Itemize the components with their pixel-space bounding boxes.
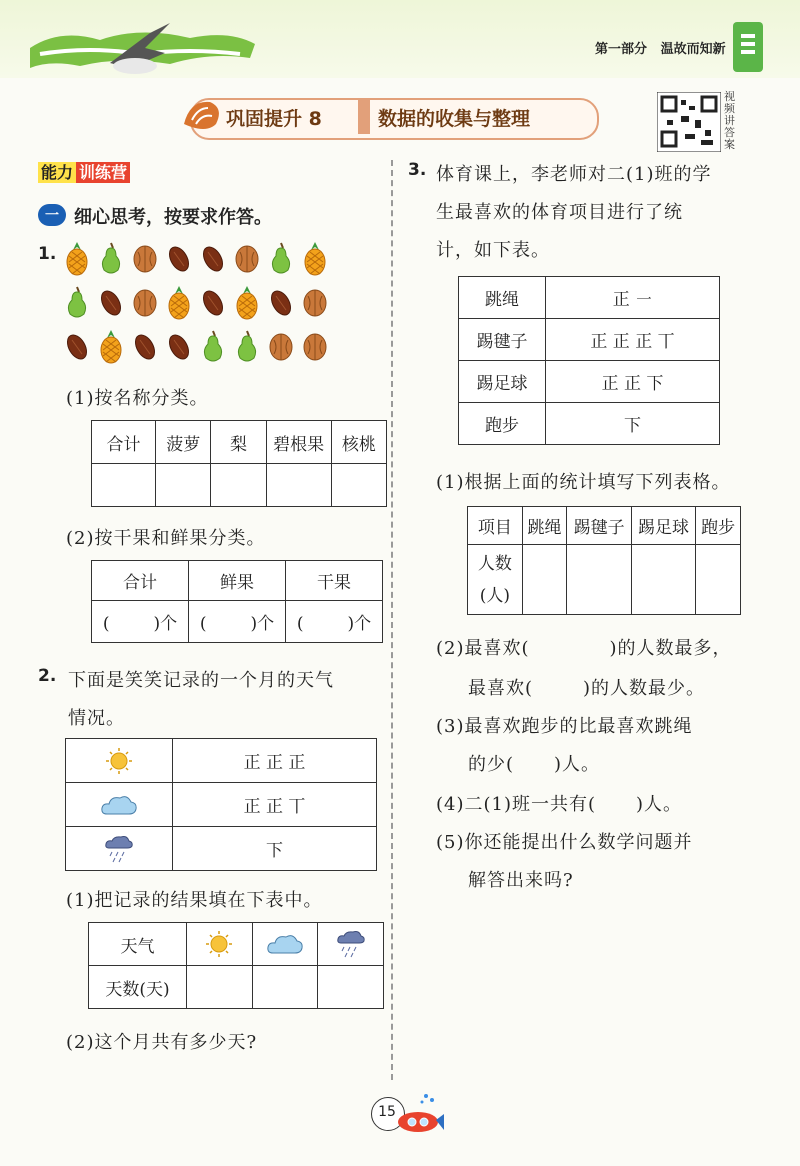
cloudy-cell [66, 783, 173, 827]
t1-h-pineapple: 菠萝 [156, 421, 211, 464]
days-label: 天数(天) [89, 966, 187, 1009]
q3-count-table [467, 506, 741, 615]
q3-line2: 生最喜欢的体育项目进行了统 [436, 202, 683, 223]
sport-tally: 正 ㇐ [546, 277, 720, 319]
rain-icon [103, 838, 135, 858]
cloud-icon [99, 794, 139, 814]
header-section: 温故而知新 [660, 42, 726, 57]
date-icon [200, 284, 226, 324]
sport-tally: 正 正 下 [546, 361, 720, 403]
t1-answer-cell[interactable] [266, 464, 331, 507]
pear-icon [98, 240, 124, 280]
sport-label: 踢毽子 [459, 319, 546, 361]
rainy-cell [66, 827, 173, 871]
header-tab [733, 22, 763, 72]
cloud-icon [265, 934, 305, 954]
days-answer-cell[interactable] [318, 966, 384, 1009]
sport-label: 跑步 [459, 403, 546, 445]
q1-number: 1. [38, 244, 57, 264]
q2-number: 2. [38, 666, 57, 686]
rain-icon [335, 934, 367, 954]
pineapple-icon [64, 240, 90, 280]
qr-label: 视频讲答案 [724, 90, 735, 151]
sun-icon [104, 750, 134, 770]
q2-text2: 情况。 [68, 708, 125, 729]
t3-row-label: 人数 (人) [468, 545, 523, 615]
date-icon [268, 284, 294, 324]
t3-h-item: 项目 [468, 507, 523, 545]
shell-icon [180, 94, 224, 138]
q1-table1 [91, 420, 387, 507]
sport-tally: 下 [546, 403, 720, 445]
walnut-icon [268, 328, 294, 368]
t3-answer-cell[interactable] [631, 545, 695, 615]
t3-h-rope: 跳绳 [522, 507, 567, 545]
q3-number: 3. [408, 160, 427, 180]
q3-part5b: 解答出来吗? [468, 870, 574, 891]
pineapple-icon [166, 284, 192, 324]
tally-cloudy: 正 正 丅 [173, 783, 377, 827]
sport-tally: 正 正 正 丅 [546, 319, 720, 361]
q3-line3: 计，如下表。 [436, 240, 550, 261]
sun-icon [204, 934, 234, 954]
q2-text1: 下面是笑笑记录的一个月的天气 [68, 670, 334, 691]
pineapple-icon [234, 284, 260, 324]
walnut-icon [302, 284, 328, 324]
weather-label: 天气 [89, 923, 187, 966]
header-part: 第一部分 [595, 42, 648, 57]
q3-part1: (1)根据上面的统计填写下列表格。 [436, 472, 731, 493]
camp-label-b: 训练营 [76, 162, 130, 183]
q2-part1: (1)把记录的结果填在下表中。 [66, 890, 323, 911]
t1-h-total: 合计 [92, 421, 156, 464]
t2-answer-cell[interactable]: ( )个 [92, 601, 189, 643]
t3-answer-cell[interactable] [522, 545, 567, 615]
pear-icon [234, 328, 260, 368]
t3-answer-cell[interactable] [696, 545, 741, 615]
t3-h-shuttle: 踢毽子 [567, 507, 631, 545]
pear-icon [64, 284, 90, 324]
t1-answer-cell[interactable] [331, 464, 386, 507]
banner-lesson: 巩固提升 8 [226, 108, 322, 130]
q3-part2b: 最喜欢( )的人数最少。 [468, 678, 706, 699]
t1-h-walnut: 核桃 [331, 421, 386, 464]
pineapple-icon [98, 328, 124, 368]
qr-code[interactable] [657, 92, 721, 152]
sport-label: 跳绳 [459, 277, 546, 319]
fruit-grid [64, 240, 344, 370]
header-decoration [20, 8, 260, 88]
q3-tally-table [458, 276, 720, 445]
q3-part4: (4)二(1)班一共有( )人。 [436, 794, 683, 815]
days-answer-cell[interactable] [186, 966, 252, 1009]
q3-part3b: 的少( )人。 [468, 754, 601, 775]
q2-record-table [65, 738, 377, 871]
t2-answer-cell[interactable]: ( )个 [286, 601, 383, 643]
q3-part3a: (3)最喜欢跑步的比最喜欢跳绳 [436, 716, 693, 737]
q3-part2a: (2)最喜欢( )的人数最多， [436, 638, 732, 659]
banner-topic: 数据的收集与整理 [378, 108, 531, 130]
section-number: 一 [45, 208, 59, 224]
days-answer-cell[interactable] [252, 966, 318, 1009]
walnut-icon [132, 284, 158, 324]
q3-line1: 体育课上，李老师对二(1)班的学 [436, 164, 712, 185]
t1-answer-cell[interactable] [156, 464, 211, 507]
banner-divider [358, 100, 370, 134]
camp-label-a: 能力 [38, 162, 76, 183]
date-icon [200, 240, 226, 280]
submarine-icon [396, 1090, 446, 1138]
sunny-cell [66, 739, 173, 783]
cloudy-col [252, 923, 318, 966]
q1-part1: (1)按名称分类。 [66, 388, 209, 409]
sport-label: 踢足球 [459, 361, 546, 403]
pineapple-icon [302, 240, 328, 280]
t3-h-running: 跑步 [696, 507, 741, 545]
walnut-icon [302, 328, 328, 368]
t1-answer-cell[interactable] [211, 464, 266, 507]
column-divider [391, 160, 393, 1080]
q1-part2: (2)按干果和鲜果分类。 [66, 528, 266, 549]
q1-table2 [91, 560, 383, 643]
pear-icon [268, 240, 294, 280]
q3-part5a: (5)你还能提出什么数学问题并 [436, 832, 693, 853]
t1-answer-cell[interactable] [92, 464, 156, 507]
t2-h-dry: 干果 [286, 561, 383, 601]
date-icon [98, 284, 124, 324]
t3-answer-cell[interactable] [567, 545, 631, 615]
walnut-icon [234, 240, 260, 280]
tally-rainy: 下 [173, 827, 377, 871]
t2-h-fresh: 鲜果 [189, 561, 286, 601]
t2-h-total: 合计 [92, 561, 189, 601]
q2-fill-table [88, 922, 384, 1009]
page-number: 15 [378, 1104, 396, 1120]
t3-h-football: 踢足球 [631, 507, 695, 545]
rainy-col [318, 923, 384, 966]
header-tab-mark [741, 34, 755, 38]
date-icon [64, 328, 90, 368]
date-icon [166, 240, 192, 280]
q2-part2: (2)这个月共有多少天? [66, 1032, 258, 1053]
t1-h-pear: 梨 [211, 421, 266, 464]
date-icon [166, 328, 192, 368]
t2-answer-cell[interactable]: ( )个 [189, 601, 286, 643]
walnut-icon [132, 240, 158, 280]
section-title: 细心思考，按要求作答。 [74, 207, 272, 228]
sunny-col [186, 923, 252, 966]
t1-h-pecan: 碧根果 [266, 421, 331, 464]
pear-icon [200, 328, 226, 368]
tally-sunny: 正 正 正 [173, 739, 377, 783]
date-icon [132, 328, 158, 368]
